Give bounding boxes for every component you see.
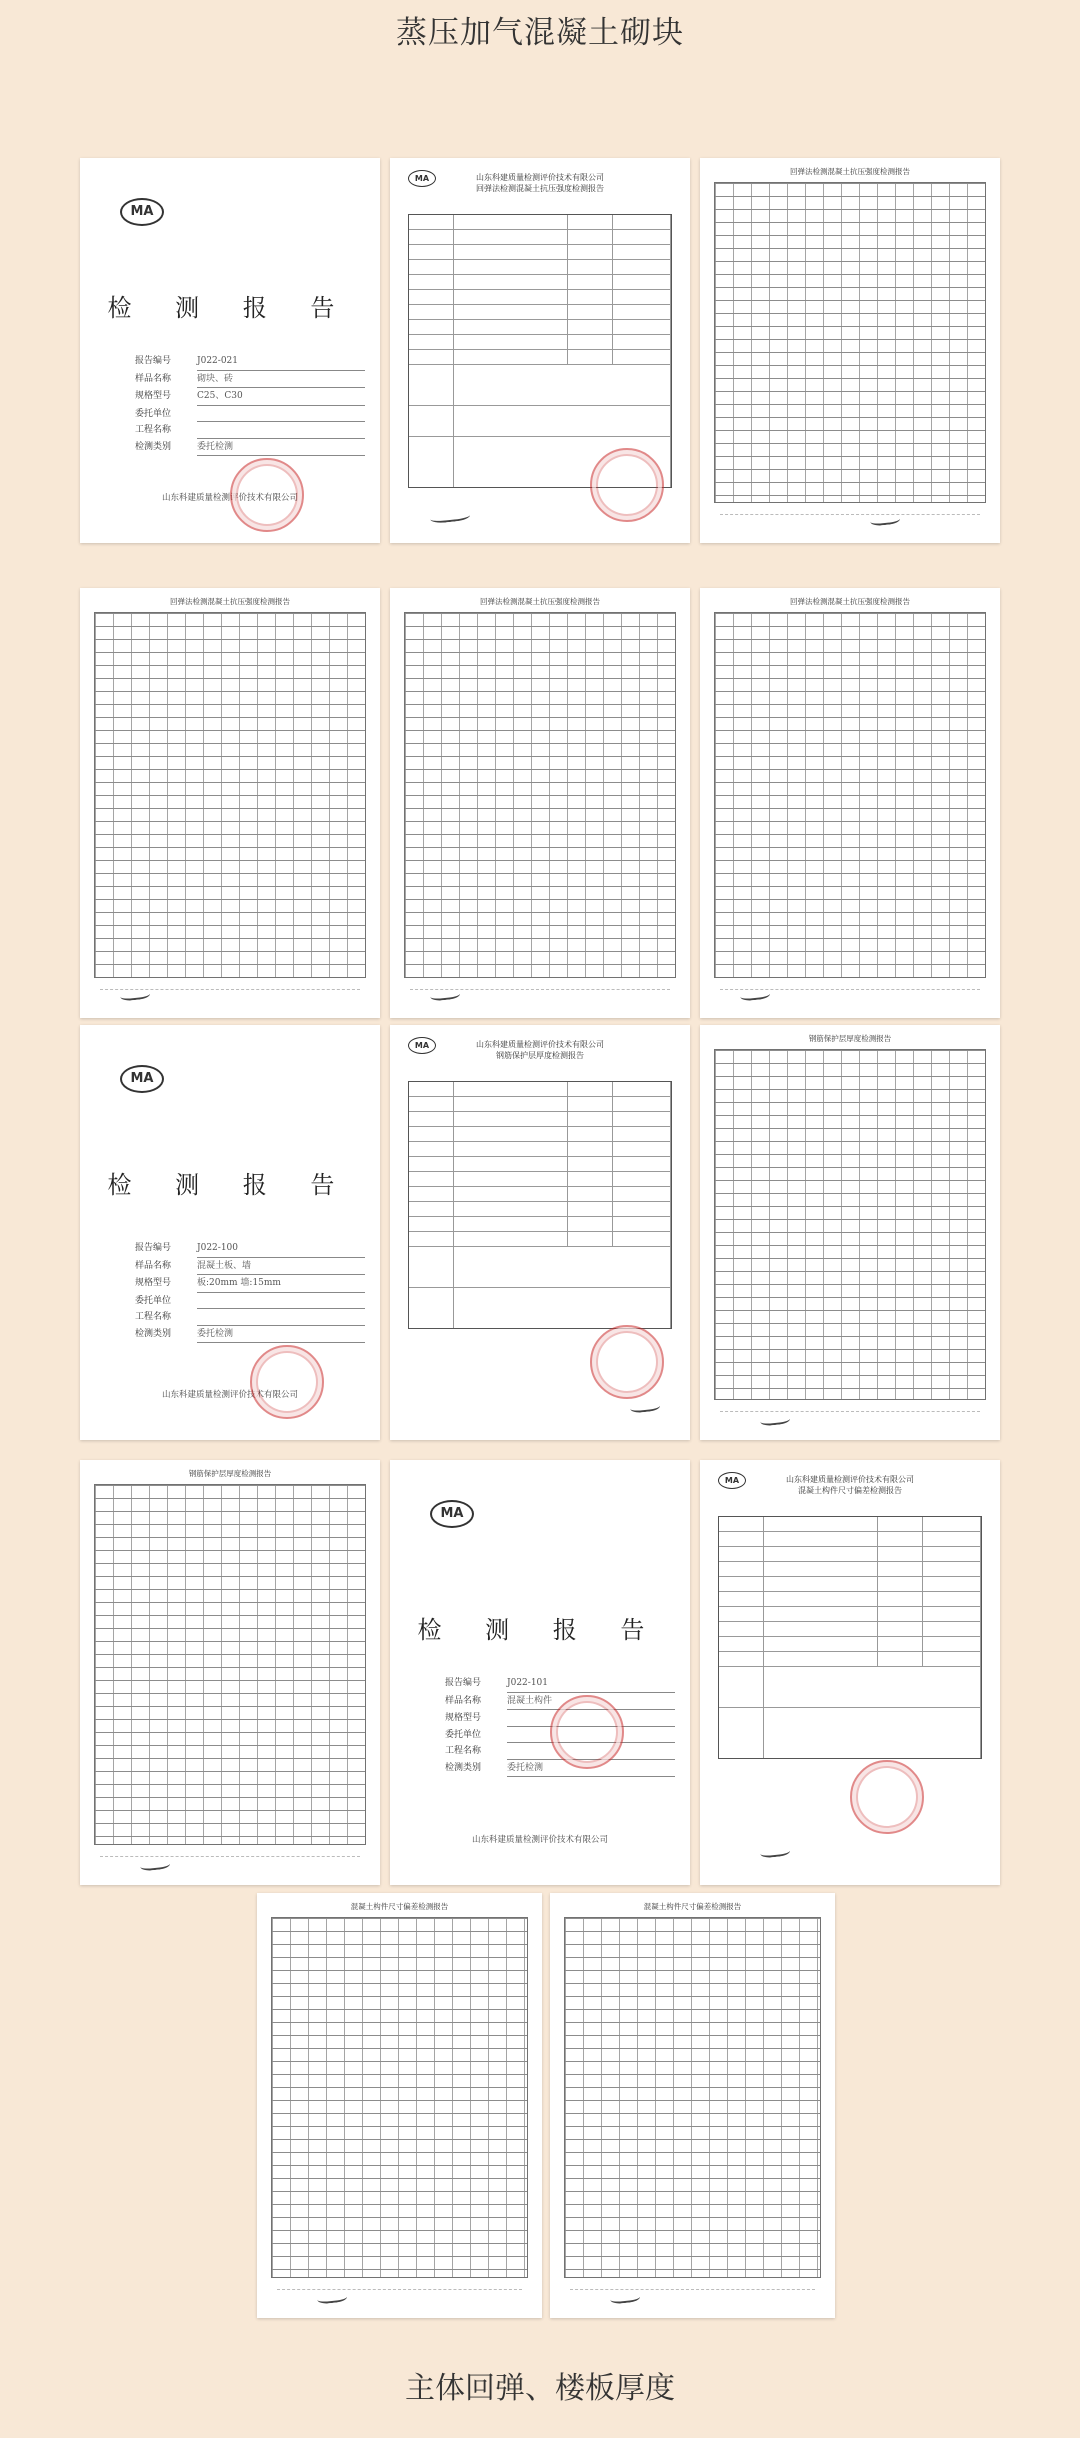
ma-logo: MA [120, 198, 164, 226]
ma-logo: MA [408, 170, 436, 187]
page-caption: 主体回弹、楼板厚度 [405, 2371, 675, 2406]
table-title: 回弹法检测混凝土抗压强度检测报告 [790, 167, 910, 176]
report-org: 山东科建质量检测评价技术有限公司 [161, 1390, 298, 1400]
table-page-6: 钢筋保护层厚度检测报告 [80, 1460, 380, 1885]
ma-logo: MA [718, 1472, 746, 1489]
table-page-2: 回弹法检测混凝土抗压强度检测报告 [80, 588, 380, 1018]
signature-line [277, 2289, 522, 2306]
data-table [714, 612, 986, 978]
red-stamp [590, 448, 664, 522]
info-page-3 [700, 1460, 1000, 1885]
data-table [94, 612, 366, 978]
report-heading: 检 测 报 告 [107, 294, 353, 322]
report-org: 山东科建质量检测评价技术有限公司 [471, 1835, 608, 1845]
info-header: 山东科建质量检测评价技术有限公司 钢筋保护层厚度检测报告 [476, 1040, 604, 1060]
data-table [404, 612, 676, 978]
signature-line [570, 2289, 815, 2306]
report-cover-2 [80, 1025, 380, 1440]
page-title: 蒸压加气混凝土砌块 [396, 15, 684, 51]
red-stamp [250, 1345, 324, 1419]
signature [429, 508, 470, 524]
report-fields: 报告编号 J022-101 样品名称 混凝土构件 规格型号 委托单位 工程名称 检测类别 委托检测 [445, 1675, 675, 1777]
report-cover-3 [390, 1460, 690, 1885]
report-heading: 检 测 报 告 [417, 1616, 663, 1644]
red-stamp [850, 1760, 924, 1834]
red-stamp [550, 1695, 624, 1769]
table-page-1 [700, 158, 1000, 543]
table-page-4: 回弹法检测混凝土抗压强度检测报告 [700, 588, 1000, 1018]
data-table [714, 1049, 986, 1400]
info-page-2 [390, 1025, 690, 1440]
ma-logo: MA [408, 1037, 436, 1054]
data-table [94, 1484, 366, 1845]
info-table [408, 214, 672, 488]
info-page-1 [390, 158, 690, 543]
red-stamp [230, 458, 304, 532]
data-table [564, 1917, 821, 2278]
info-header: 山东科建质量检测评价技术有限公司 混凝土构件尺寸偏差检测报告 [786, 1475, 914, 1495]
signature [759, 1843, 790, 1858]
signature [629, 1398, 660, 1413]
ma-logo: MA [430, 1500, 474, 1528]
red-stamp [590, 1325, 664, 1399]
info-table [718, 1516, 982, 1759]
report-heading: 检 测 报 告 [107, 1171, 353, 1199]
ma-logo: MA [120, 1065, 164, 1093]
report-cover-1 [80, 158, 380, 543]
table-page-8: 混凝土构件尺寸偏差检测报告 [550, 1893, 835, 2318]
data-table [271, 1917, 528, 2278]
report-fields: 报告编号 J022-021 样品名称 砌块、砖 规格型号 C25、C30 委托单位 工程名称 检测类别 委托检测 [135, 353, 365, 456]
table-page-5: 钢筋保护层厚度检测报告 [700, 1025, 1000, 1440]
data-table [714, 182, 986, 503]
signature-line [720, 514, 980, 531]
report-fields: 报告编号 J022-100 样品名称 混凝土板、墙 规格型号 板:20mm 墙:15mm 委托单位 工程名称 检测类别 委托检测 [135, 1240, 365, 1343]
table-page-3: 回弹法检测混凝土抗压强度检测报告 [390, 588, 690, 1018]
info-table [408, 1081, 672, 1329]
report-org: 山东科建质量检测评价技术有限公司 [161, 493, 298, 503]
table-page-7: 混凝土构件尺寸偏差检测报告 [257, 1893, 542, 2318]
info-header: 山东科建质量检测评价技术有限公司 回弹法检测混凝土抗压强度检测报告 [476, 173, 604, 193]
